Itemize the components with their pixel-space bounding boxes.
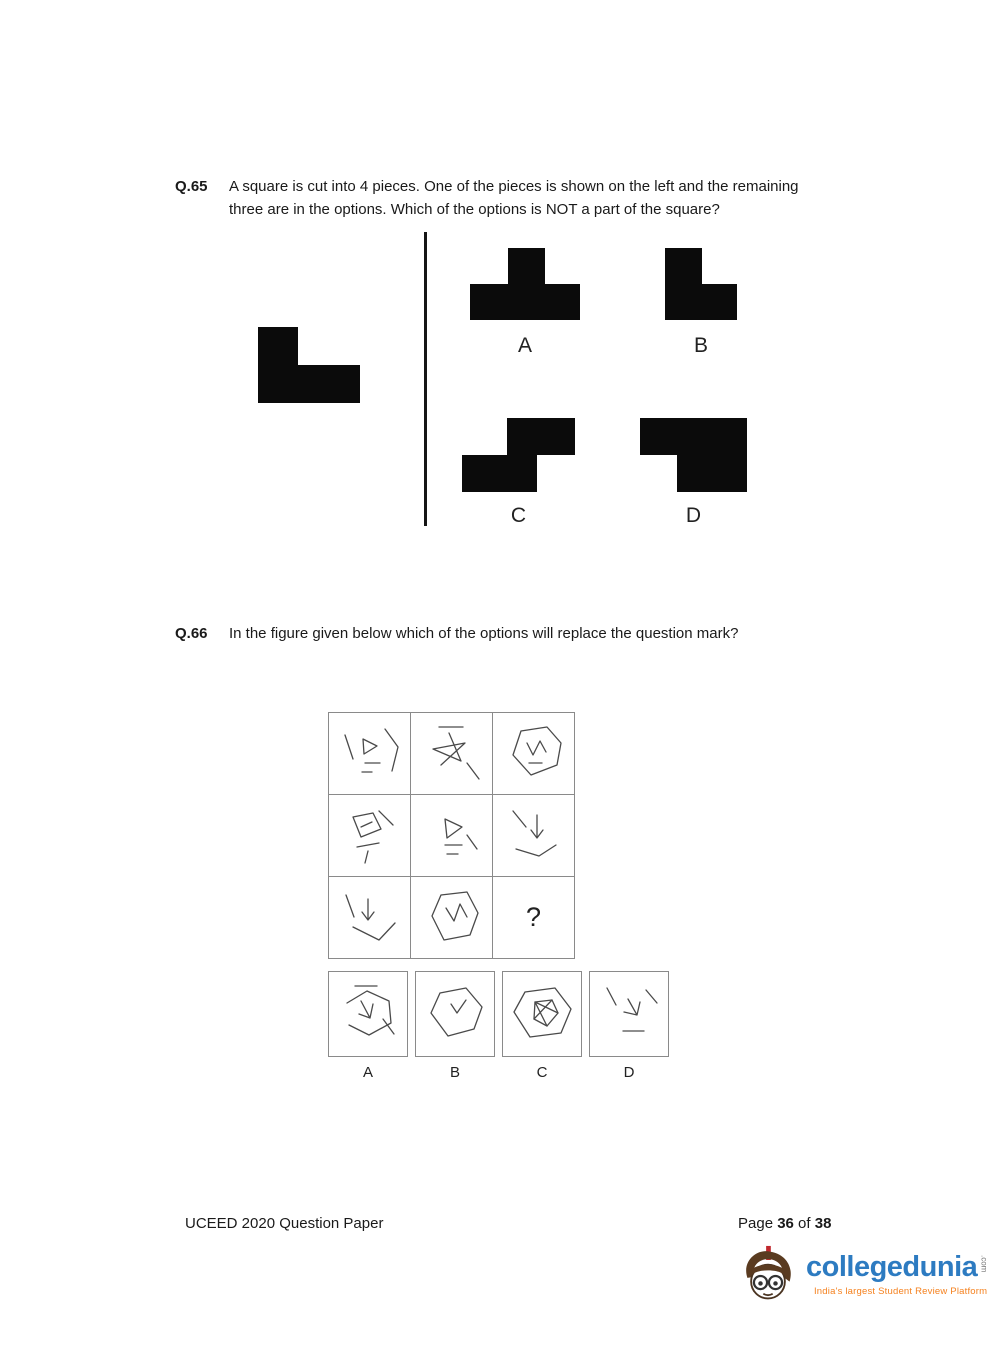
polygon-r-scribble-doodle-icon xyxy=(333,979,403,1049)
question-mark: ? xyxy=(525,902,542,932)
question-65-text: A square is cut into 4 pieces. One of the pieces is shown on the left and the remaining three are in the options. Which of the options is NOT a part of the square? xyxy=(229,178,799,218)
q65-option-b-label: B xyxy=(693,334,708,357)
hexagon-arrow-doodle-icon xyxy=(499,719,569,789)
t-shape-piece-icon xyxy=(470,248,580,320)
grid-cell-r3c1 xyxy=(329,877,410,958)
question-66-number: Q.66 xyxy=(175,625,208,642)
q65-option-d-piece xyxy=(640,418,747,492)
q65-option-b-piece xyxy=(665,248,737,320)
q65-given-piece xyxy=(258,327,360,403)
q65-option-c-piece xyxy=(462,418,575,492)
triangle-arrow-doodle-icon xyxy=(417,801,487,871)
grid-cell-r3c3-question-mark xyxy=(493,877,574,958)
logo-brand-row xyxy=(806,1253,987,1282)
footer-page-total: 38 xyxy=(814,1215,832,1232)
down-arrow-doodle-icon xyxy=(499,801,569,871)
grid-cell-r2c2 xyxy=(411,795,492,876)
hexagon-zigzag-doodle-icon xyxy=(417,883,487,953)
collegedunia-mascot-icon xyxy=(738,1244,798,1306)
q65-option-a-label: A xyxy=(517,334,532,357)
question-66-text: In the figure given below which of the options will replace the question mark? xyxy=(229,625,739,642)
footer-page-word: Page xyxy=(738,1215,778,1232)
q66-option-c-label: C xyxy=(536,1064,548,1081)
footer-document-title: UCEED 2020 Question Paper xyxy=(185,1215,384,1232)
logo-tagline: India's largest Student Review Platform xyxy=(813,1286,988,1297)
q66-option-b xyxy=(415,971,495,1081)
logo-brand-name: collegedunia xyxy=(806,1251,978,1283)
figure-divider-line xyxy=(424,232,427,526)
footer-page-number: 36 xyxy=(777,1215,794,1232)
slash-arrow-doodle-icon xyxy=(335,883,405,953)
scribble-arrow-doodle-icon xyxy=(335,719,405,789)
logo-text-block xyxy=(806,1253,987,1297)
q66-option-d-label: D xyxy=(623,1064,635,1081)
q65-option-c-label: C xyxy=(510,504,527,527)
question-65 xyxy=(175,176,821,221)
s-shape-piece-icon xyxy=(462,418,575,492)
q66-options-row xyxy=(328,971,669,1081)
q66-option-c xyxy=(502,971,582,1081)
q66-option-c-box xyxy=(502,971,582,1057)
footer-of-word: of xyxy=(793,1215,815,1232)
hexagon-star-doodle-icon xyxy=(507,979,577,1049)
q66-option-d xyxy=(589,971,669,1081)
grid-cell-r1c1 xyxy=(329,713,410,794)
hexagon-check-doodle-icon xyxy=(420,979,490,1049)
grid-cell-r1c3 xyxy=(493,713,574,794)
q66-option-b-label: B xyxy=(449,1064,460,1081)
q66-option-a-box xyxy=(328,971,408,1057)
q65-option-d-label: D xyxy=(685,504,702,527)
question-66 xyxy=(175,623,929,646)
q65-option-a-piece xyxy=(470,248,580,320)
polygon-arrow-doodle-icon xyxy=(335,801,405,871)
q66-matrix-grid xyxy=(328,712,575,959)
q66-option-b-box xyxy=(415,971,495,1057)
footer-page-indicator xyxy=(738,1215,831,1232)
grid-cell-r2c3 xyxy=(493,795,574,876)
corner-shape-piece-icon xyxy=(640,418,747,492)
scribble-star-doodle-icon xyxy=(417,719,487,789)
l-shape-piece-icon xyxy=(258,327,360,403)
question-65-number: Q.65 xyxy=(175,178,208,195)
grid-cell-r2c1 xyxy=(329,795,410,876)
q66-option-a-label: A xyxy=(362,1064,373,1081)
q66-option-d-box xyxy=(589,971,669,1057)
grid-cell-r1c2 xyxy=(411,713,492,794)
collegedunia-logo xyxy=(738,1244,987,1306)
q66-option-a xyxy=(328,971,408,1081)
slash-r-scribble-doodle-icon xyxy=(594,979,664,1049)
grid-cell-r3c2 xyxy=(411,877,492,958)
logo-brand-suffix: .com xyxy=(979,1255,989,1273)
l-shape-piece-icon xyxy=(665,248,737,320)
